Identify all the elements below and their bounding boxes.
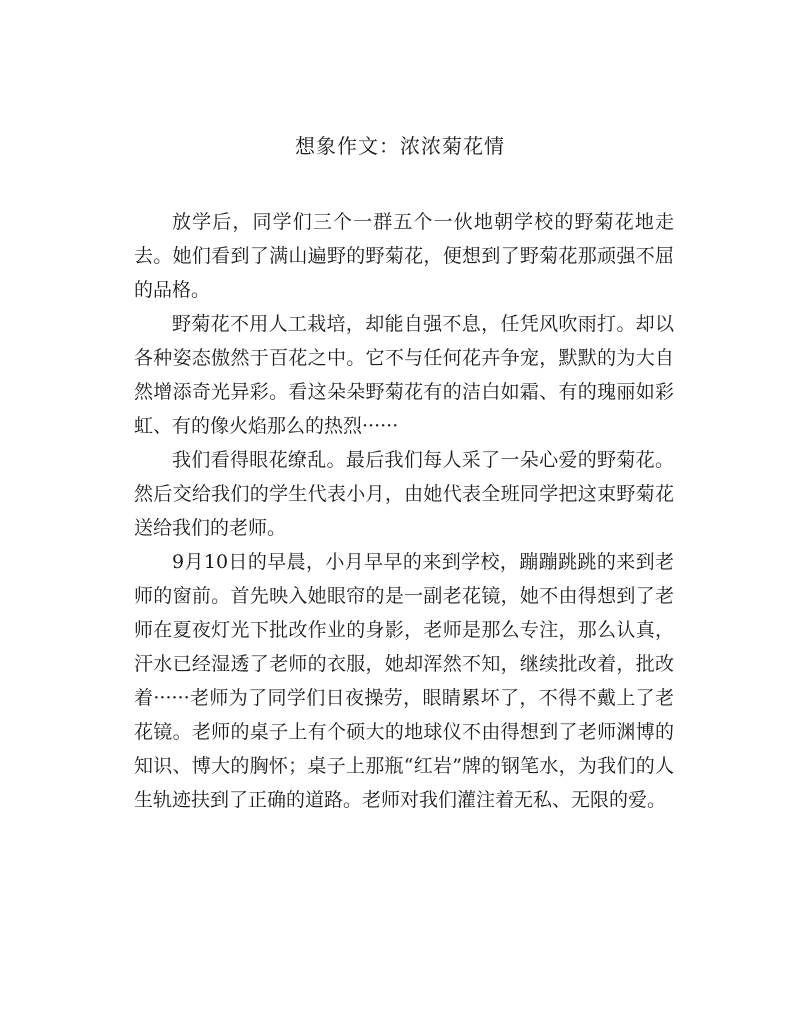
document-title: 想象作文：浓浓菊花情	[295, 134, 505, 158]
paragraph-4: 9月10日的早晨，小月早早的来到学校，蹦蹦跳跳的来到老师的窗前。首先映入她眼帘的是一副老花镜，她不由得想到了老师在夏夜灯光下批改作业的身影，老师是那么专注，那么认真，汗水已经湿透了老师的衣服，她却浑然不知，继续批改着，批改着······老师为了同学们日夜操劳，眼睛累坏了，不得不戴上了老花镜。老师的桌子上有个硕大的地球仪不由得想到了老师渊博的知识、博大的胸怀；桌子上那瓶“红岩”牌的钢笔水，为我们的人生轨迹扶到了正确的道路。老师对我们灌注着无私、无限的爱。	[134, 551, 674, 811]
paragraph-1: 放学后，同学们三个一群五个一伙地朝学校的野菊花地走去。她们看到了满山遍野的野菊花，便想到了野菊花那顽强不屈的品格。	[134, 211, 674, 301]
paragraph-2: 野菊花不用人工栽培，却能自强不息，任凭风吹雨打。却以各种姿态傲然于百花之中。它不与任何花卉争宠，默默的为大自然增添奇光异彩。看这朵朵野菊花有的洁白如霜、有的瑰丽如彩虹、有的像火焰那么的热烈······	[134, 313, 674, 437]
paragraph-3: 我们看得眼花缭乱。最后我们每人采了一朵心爱的野菊花。然后交给我们的学生代表小月，由她代表全班同学把这束野菊花送给我们的老师。	[134, 449, 674, 539]
document-body	[134, 205, 674, 817]
